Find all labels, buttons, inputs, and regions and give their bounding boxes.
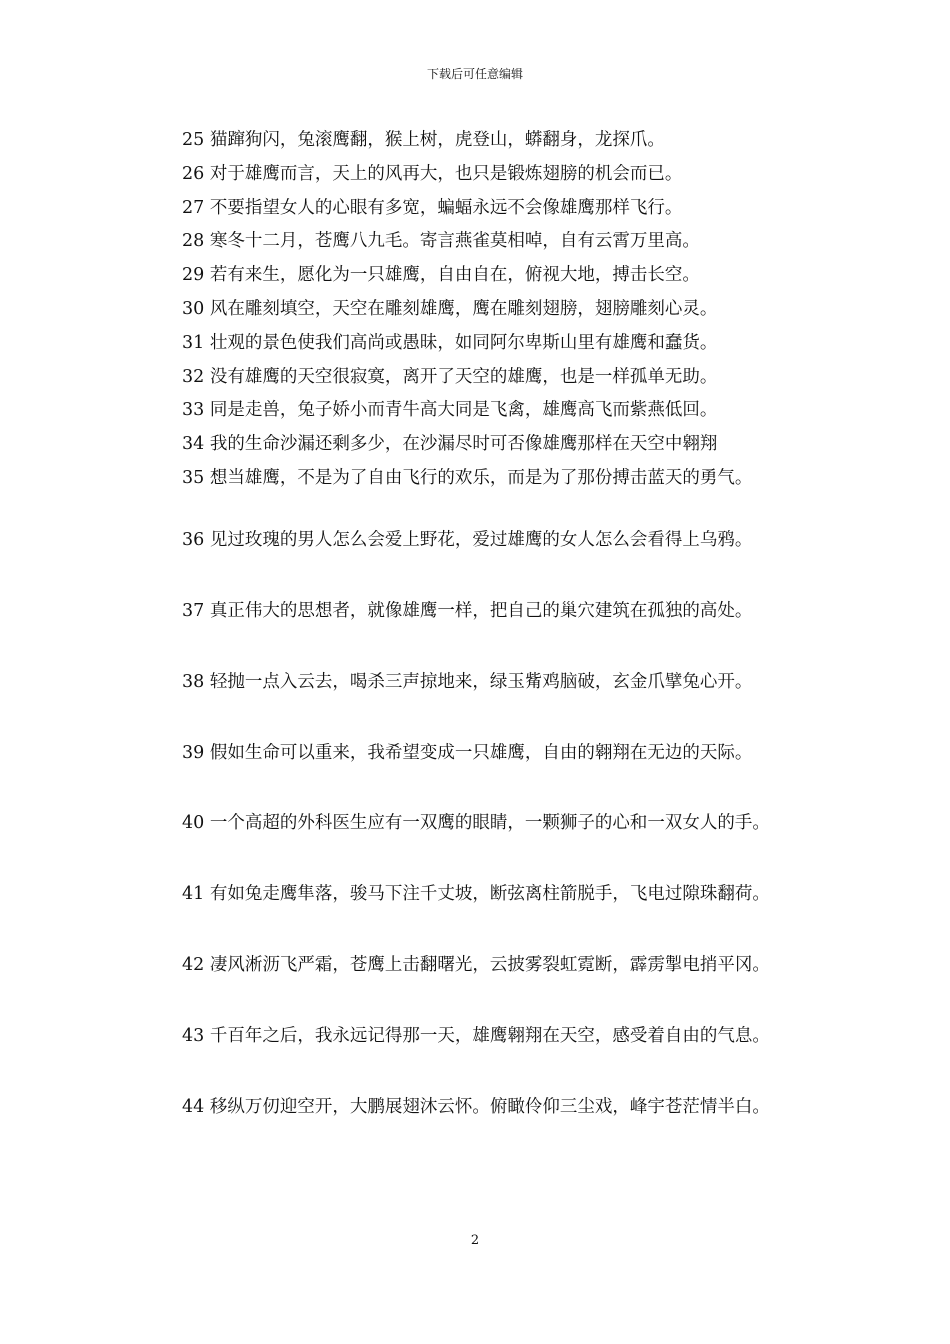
paragraph-gap [182, 496, 842, 516]
text-line-27: 27 不要指望女人的心眼有多宽，蝙蝠永远不会像雄鹰那样飞行。 [182, 197, 683, 218]
page-number: 2 [470, 1233, 480, 1248]
text-line-42: 42 凄风淅沥飞严霜，苍鹰上击翻曙光，云披雾裂虹霓断，霹雳掣电捎平冈。 [182, 955, 770, 976]
text-line-26: 26 对于雄鹰而言，天上的风再大，也只是锻炼翅膀的机会而已。 [182, 163, 683, 184]
text-line-41: 41 有如兔走鹰隼落，骏马下注千丈坡，断弦离柱箭脱手，飞电过隙珠翻荷。 [182, 884, 770, 905]
paragraph-gap [182, 567, 842, 587]
paragraph-gap [182, 708, 842, 728]
text-line-25: 25 猫蹿狗闪，兔滚鹰翻，猴上树，虎登山，蟒翻身，龙探爪。 [182, 130, 665, 150]
text-line-34: 34 我的生命沙漏还剩多少，在沙漏尽时可否像雄鹰那样在天空中翱翔 [182, 434, 718, 455]
paragraph-gap [182, 637, 842, 657]
text-line-30: 30 风在雕刻填空，天空在雕刻雄鹰，鹰在雕刻翅膀，翅膀雕刻心灵。 [182, 298, 718, 319]
text-line-29: 29 若有来生，愿化为一只雄鹰，自由自在，俯视大地，搏击长空。 [182, 265, 700, 286]
text-line-43: 43 千百年之后，我永远记得那一天，雄鹰翱翔在天空，感受着自由的气息。 [182, 1025, 770, 1046]
text-line-31: 31 壮观的景色使我们高尚或愚昧，如同阿尔卑斯山里有雄鹰和蠢货。 [182, 332, 718, 353]
text-line-32: 32 没有雄鹰的天空很寂寞，离开了天空的雄鹰，也是一样孤单无助。 [182, 366, 718, 387]
sparse-lines-block [182, 496, 842, 1133]
paragraph-gap [182, 921, 842, 941]
paragraph-gap [182, 1062, 842, 1082]
paragraph-gap [182, 779, 842, 799]
text-line-35: 35 想当雄鹰，不是为了自由飞行的欢乐，而是为了那份搏击蓝天的勇气。 [182, 467, 753, 488]
text-line-40: 40 一个高超的外科医生应有一双鹰的眼睛，一颗狮子的心和一双女人的手。 [182, 813, 770, 834]
dense-lines-block [182, 124, 842, 496]
text-line-39: 39 假如生命可以重来，我希望变成一只雄鹰，自由的翱翔在无边的天际。 [182, 742, 753, 763]
page-header: 下载后可任意编辑 [426, 67, 523, 81]
text-line-37: 37 真正伟大的思想者，就像雄鹰一样，把自己的巢穴建筑在孤独的高处。 [182, 601, 753, 622]
text-line-44: 44 移纵万仞迎空开，大鹏展翅沐云怀。俯瞰伶仰三尘戏，峰宇苍茫情半白。 [182, 1096, 770, 1117]
document-body [182, 124, 842, 1133]
paragraph-gap [182, 991, 842, 1011]
text-line-28: 28 寒冬十二月，苍鹰八九毛。寄言燕雀莫相啅，自有云霄万里高。 [182, 231, 700, 252]
text-line-33: 33 同是走兽，兔子娇小而青牛高大同是飞禽，雄鹰高飞而紫燕低回。 [182, 400, 718, 421]
paragraph-gap [182, 850, 842, 870]
text-line-36: 36 见过玫瑰的男人怎么会爱上野花，爱过雄鹰的女人怎么会看得上乌鸦。 [182, 530, 753, 551]
text-line-38: 38 轻抛一点入云去，喝杀三声掠地来，绿玉觜鸡脑破，玄金爪擘兔心开。 [182, 671, 753, 692]
